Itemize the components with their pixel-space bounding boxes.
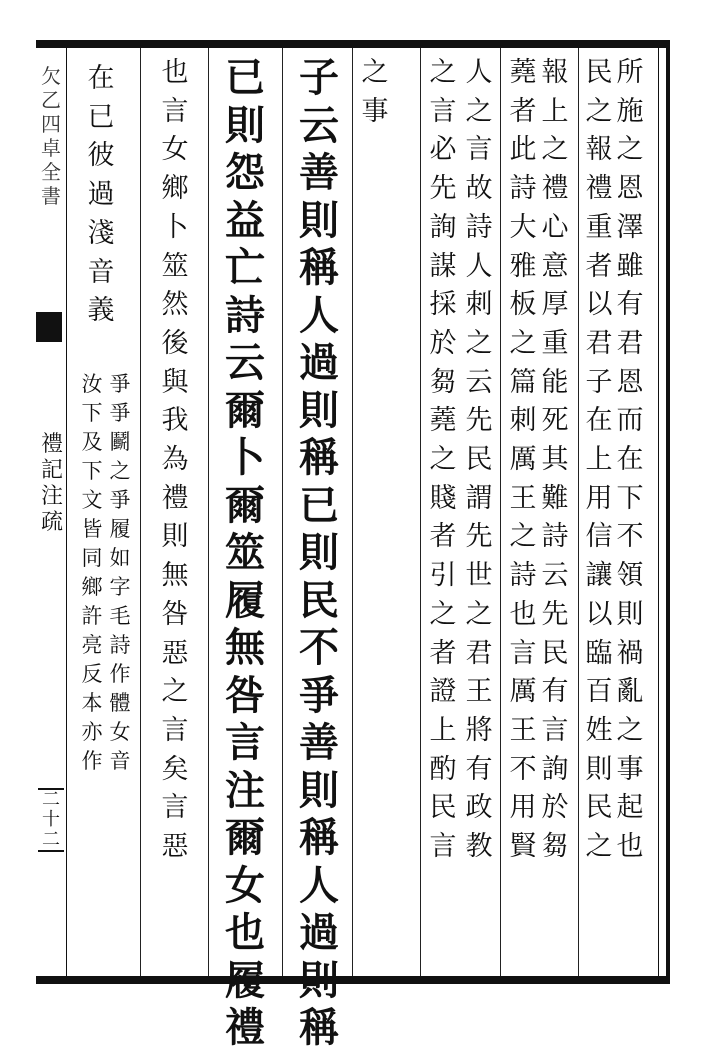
- character: 以: [585, 598, 613, 630]
- character: 禍: [616, 637, 644, 669]
- character: 也: [225, 909, 265, 956]
- character: 詩: [225, 291, 265, 339]
- character: 酌: [429, 753, 457, 785]
- character: 也: [616, 831, 644, 863]
- character: 厲: [509, 676, 537, 708]
- character: 臨: [585, 637, 613, 669]
- margin-character: 卓: [41, 136, 61, 160]
- character: 反: [81, 662, 103, 686]
- character: 先: [465, 405, 493, 437]
- character: 咎: [161, 598, 189, 630]
- character: 鄉: [81, 575, 103, 599]
- character: 過: [299, 339, 339, 386]
- character: 用: [509, 792, 537, 824]
- character: 爭: [109, 372, 131, 396]
- character: 言: [429, 831, 457, 863]
- character: 將: [465, 714, 493, 746]
- character: 之: [161, 676, 189, 708]
- character: 字: [109, 575, 131, 599]
- character: 益: [225, 196, 265, 244]
- character: 女: [109, 720, 131, 744]
- character: 起: [616, 792, 644, 824]
- character: 以: [585, 289, 613, 321]
- character: 人: [465, 57, 493, 88]
- character: 爭: [109, 401, 131, 425]
- character: 則: [299, 956, 339, 1004]
- character: 之: [541, 134, 569, 166]
- character: 故: [465, 173, 493, 205]
- bottom-border: [36, 976, 668, 984]
- character: 爭: [299, 671, 339, 719]
- character: 禮: [541, 173, 569, 205]
- character: 大: [509, 211, 537, 243]
- character: 後: [161, 327, 189, 359]
- character: 過: [299, 909, 339, 956]
- character: 如: [109, 546, 131, 570]
- character: 上: [585, 444, 613, 476]
- character: 者: [585, 250, 613, 282]
- character: 本: [81, 691, 103, 715]
- character: 採: [429, 289, 457, 321]
- character: 民: [585, 792, 613, 824]
- character: 為: [161, 444, 189, 476]
- character: 人: [465, 250, 493, 282]
- character: 詩: [509, 173, 537, 205]
- character: 矣: [161, 753, 189, 785]
- character: 詩: [541, 521, 569, 553]
- character: 厲: [509, 444, 537, 476]
- character: 彼: [87, 140, 115, 172]
- title-character: 記: [40, 458, 63, 483]
- character: 有: [465, 753, 493, 785]
- character: 禮: [161, 482, 189, 514]
- character: 民: [429, 792, 457, 824]
- character: 先: [541, 598, 569, 630]
- title-character: 疏: [40, 510, 63, 535]
- character: 施: [616, 95, 644, 127]
- character: 有: [541, 676, 569, 708]
- character: 人: [299, 291, 339, 339]
- character: 同: [81, 546, 103, 570]
- character: 亦: [81, 720, 103, 744]
- character: 善: [299, 719, 339, 766]
- margin-header: [40, 64, 62, 208]
- right-border: [666, 40, 670, 984]
- character: 信: [585, 521, 613, 553]
- character: 則: [299, 766, 339, 814]
- character: 咎: [225, 671, 265, 719]
- column-divider: [500, 48, 501, 976]
- character: 君: [585, 327, 613, 359]
- character: 事: [616, 753, 644, 785]
- character: 百: [585, 676, 613, 708]
- character: 作: [109, 662, 131, 686]
- character: 賢: [509, 831, 537, 863]
- character: 板: [509, 289, 537, 321]
- character: 引: [429, 560, 457, 592]
- character: 云: [299, 101, 339, 149]
- character: 之: [429, 57, 457, 88]
- margin-book-title: [40, 432, 64, 536]
- column-divider: [282, 48, 283, 976]
- text-column: [464, 54, 494, 867]
- character: 證: [429, 676, 457, 708]
- character: 善: [299, 149, 339, 196]
- character: 亂: [616, 676, 644, 708]
- text-column: [428, 54, 458, 867]
- character: 之: [109, 459, 131, 483]
- character: 重: [585, 211, 613, 243]
- title-character: 禮: [40, 432, 63, 457]
- margin-fishtail-mark: [36, 312, 62, 342]
- character: 教: [465, 831, 493, 863]
- character: 禮: [225, 1004, 265, 1051]
- character: 言: [161, 95, 189, 127]
- character: 義: [87, 295, 115, 327]
- character: 君: [465, 637, 493, 669]
- character: 者: [429, 521, 457, 553]
- character: 姓: [585, 714, 613, 746]
- character: 芻: [541, 831, 569, 863]
- character: 則: [299, 386, 339, 434]
- character: 讓: [585, 560, 613, 592]
- character: 鬬: [109, 430, 131, 454]
- text-column: [360, 54, 390, 131]
- character: 領: [616, 560, 644, 592]
- character: 稱: [299, 244, 339, 291]
- character: 惡: [161, 831, 189, 863]
- character: 王: [465, 676, 493, 708]
- character: 詩: [109, 633, 131, 657]
- main-text-column: [296, 54, 342, 1052]
- character: 言: [161, 714, 189, 746]
- note-column: [108, 370, 132, 776]
- character: 筮: [161, 250, 189, 282]
- note-column: [80, 370, 104, 776]
- character: 於: [541, 792, 569, 824]
- column-divider: [352, 48, 353, 976]
- character: 者: [429, 637, 457, 669]
- margin-character: 欠: [41, 64, 61, 88]
- character: 民: [585, 57, 613, 88]
- title-character: 注: [40, 484, 63, 509]
- character: 卜: [161, 211, 189, 243]
- character: 言: [541, 714, 569, 746]
- character: 履: [225, 956, 265, 1004]
- character: 亮: [81, 633, 103, 657]
- character: 下: [616, 482, 644, 514]
- character: 能: [541, 366, 569, 398]
- character: 亡: [225, 244, 265, 291]
- character: 爭: [109, 488, 131, 512]
- character: 稱: [299, 434, 339, 481]
- left-border: [66, 48, 67, 976]
- column-divider: [208, 48, 209, 976]
- character: 政: [465, 792, 493, 824]
- character: 民: [541, 637, 569, 669]
- character: 在: [87, 63, 115, 94]
- character: 言: [429, 95, 457, 127]
- character: 言: [509, 637, 537, 669]
- character: 用: [585, 482, 613, 514]
- character: 爾: [225, 481, 265, 529]
- character: 不: [509, 753, 537, 785]
- character: 淺: [87, 217, 115, 249]
- character: 厚: [541, 289, 569, 321]
- top-border: [36, 40, 668, 48]
- character: 音: [87, 256, 115, 288]
- character: 無: [161, 560, 189, 592]
- character: 之: [585, 95, 613, 127]
- character: 下: [81, 459, 103, 483]
- character: 難: [541, 482, 569, 514]
- character: 此: [509, 134, 537, 166]
- character: 恩: [616, 173, 644, 205]
- character: 先: [465, 521, 493, 553]
- character: 死: [541, 405, 569, 437]
- character: 稱: [299, 1004, 339, 1051]
- character: 謂: [465, 482, 493, 514]
- character: 所: [616, 57, 644, 88]
- character: 澤: [616, 211, 644, 243]
- character: 雖: [616, 250, 644, 282]
- character: 雅: [509, 250, 537, 282]
- character: 禮: [585, 173, 613, 205]
- text-column: [86, 60, 116, 331]
- page-number: 二十二: [38, 788, 64, 852]
- text-column: [540, 54, 570, 867]
- character: 爾: [225, 814, 265, 861]
- character: 怨: [225, 149, 265, 196]
- character: 芻: [429, 366, 457, 398]
- character: 云: [541, 560, 569, 592]
- character: 履: [109, 517, 131, 541]
- character: 君: [616, 327, 644, 359]
- character: 之: [465, 598, 493, 630]
- character: 有: [616, 289, 644, 321]
- character: 之: [509, 327, 537, 359]
- character: 之: [465, 95, 493, 127]
- character: 則: [299, 529, 339, 576]
- character: 已: [87, 101, 115, 133]
- character: 意: [541, 250, 569, 282]
- character: 子: [299, 54, 339, 101]
- character: 與: [161, 366, 189, 398]
- character: 報: [585, 134, 613, 166]
- text-column: [615, 54, 645, 867]
- character: 汝: [81, 372, 103, 396]
- character: 卜: [225, 434, 265, 481]
- character: 及: [81, 430, 103, 454]
- character: 謀: [429, 250, 457, 282]
- character: 則: [299, 196, 339, 244]
- character: 王: [509, 482, 537, 514]
- character: 之: [429, 444, 457, 476]
- character: 之: [465, 327, 493, 359]
- character: 云: [225, 339, 265, 386]
- character: 則: [616, 598, 644, 630]
- character: 作: [81, 749, 103, 773]
- character: 刺: [509, 405, 537, 437]
- character: 之: [429, 598, 457, 630]
- character: 體: [109, 691, 131, 715]
- character: 言: [161, 792, 189, 824]
- character: 許: [81, 604, 103, 628]
- character: 在: [585, 405, 613, 437]
- character: 則: [585, 753, 613, 785]
- text-column: [160, 54, 190, 867]
- character: 報: [541, 57, 569, 88]
- character: 刺: [465, 289, 493, 321]
- character: 皆: [81, 517, 103, 541]
- character: 王: [509, 714, 537, 746]
- character: 則: [161, 521, 189, 553]
- character: 女: [225, 861, 265, 909]
- character: 毛: [109, 604, 131, 628]
- character: 之: [585, 831, 613, 863]
- character: 蕘: [429, 405, 457, 437]
- character: 其: [541, 444, 569, 476]
- text-column: [508, 54, 538, 867]
- character: 先: [429, 173, 457, 205]
- character: 文: [81, 488, 103, 512]
- character: 注: [225, 766, 265, 814]
- character: 上: [541, 95, 569, 127]
- margin-character: 全: [41, 160, 61, 184]
- margin-character: 四: [41, 112, 61, 136]
- character: 恩: [616, 366, 644, 398]
- character: 之: [616, 134, 644, 166]
- character: 重: [541, 327, 569, 359]
- text-column: [584, 54, 614, 867]
- character: 於: [429, 327, 457, 359]
- character: 履: [225, 576, 265, 624]
- character: 下: [81, 401, 103, 425]
- character: 賤: [429, 482, 457, 514]
- character: 不: [616, 521, 644, 553]
- character: 篇: [509, 366, 537, 398]
- character: 詢: [541, 753, 569, 785]
- column-divider: [420, 48, 421, 976]
- character: 無: [225, 624, 265, 671]
- character: 子: [585, 366, 613, 398]
- character: 筮: [225, 529, 265, 576]
- character: 則: [225, 101, 265, 149]
- character: 言: [465, 134, 493, 166]
- character: 音: [109, 749, 131, 773]
- character: 蕘: [509, 57, 537, 88]
- character: 在: [616, 444, 644, 476]
- character: 事: [361, 95, 389, 127]
- margin-character: 乙: [41, 88, 61, 112]
- character: 鄉: [161, 173, 189, 205]
- character: 也: [161, 57, 189, 88]
- character: 世: [465, 560, 493, 592]
- column-divider: [140, 48, 141, 976]
- character: 人: [299, 861, 339, 909]
- character: 詩: [509, 560, 537, 592]
- character: 惡: [161, 637, 189, 669]
- character: 不: [299, 624, 339, 671]
- character: 之: [616, 714, 644, 746]
- character: 之: [509, 521, 537, 553]
- right-inner-border: [658, 48, 659, 976]
- character: 之: [361, 57, 389, 88]
- margin-character: 書: [41, 184, 61, 208]
- character: 過: [87, 179, 115, 211]
- character: 民: [465, 444, 493, 476]
- character: 已: [225, 54, 265, 101]
- character: 詩: [465, 211, 493, 243]
- character: 上: [429, 714, 457, 746]
- character: 者: [509, 95, 537, 127]
- character: 心: [541, 211, 569, 243]
- character: 然: [161, 289, 189, 321]
- character: 云: [465, 366, 493, 398]
- character: 民: [299, 576, 339, 624]
- character: 爾: [225, 386, 265, 434]
- character: 我: [161, 405, 189, 437]
- character: 必: [429, 134, 457, 166]
- main-text-column: [222, 54, 268, 1052]
- column-divider: [578, 48, 579, 976]
- character: 詢: [429, 211, 457, 243]
- character: 言: [225, 719, 265, 766]
- character: 稱: [299, 814, 339, 861]
- character: 也: [509, 598, 537, 630]
- character: 而: [616, 405, 644, 437]
- character: 女: [161, 134, 189, 166]
- character: 已: [299, 481, 339, 529]
